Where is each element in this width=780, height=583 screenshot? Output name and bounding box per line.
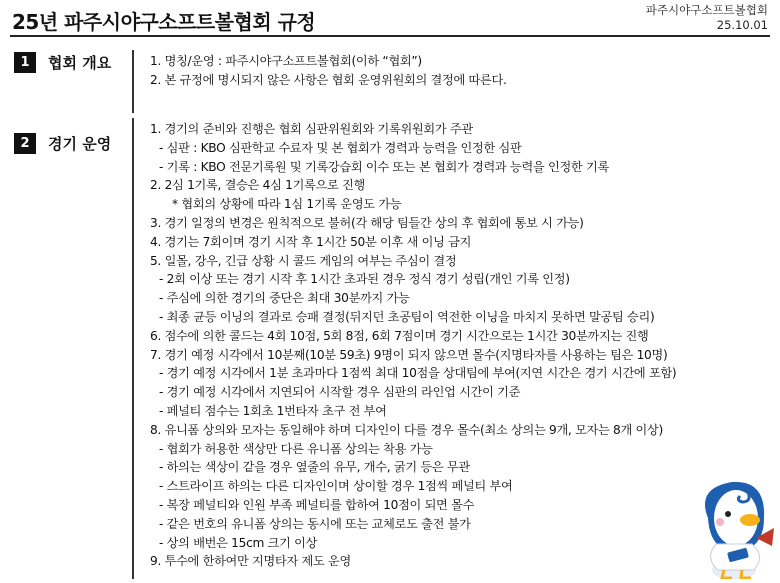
rule-subitem: - 복장 페널티와 인원 부족 페널티를 합하여 10점이 되면 몰수 bbox=[159, 497, 475, 512]
rule-item: 9. 투수에 한하여만 지명타자 제도 운영 bbox=[150, 554, 351, 569]
rule-item: 1. 명칭/운영 : 파주시야구소프트볼협회(이하 “협회”) bbox=[150, 54, 422, 68]
rule-item: 7. 경기 예정 시각에서 10분째(10분 59초) 9명이 되지 않으면 몰수(지명타자를 사용하는 팀은 10명) bbox=[150, 347, 668, 362]
rule-item: 6. 점수에 의한 콜드는 4회 10점, 5회 8점, 6회 7점이며 경기 시간으로는 1시간 30분까지는 진행 bbox=[150, 328, 649, 343]
rule-subitem: - 하의는 색상이 같을 경우 옆줄의 유무, 개수, 굵기 등은 무관 bbox=[159, 460, 470, 475]
section-title: 경기 운영 bbox=[48, 135, 112, 153]
rule-subitem: - 최종 균등 이닝의 결과로 승패 결정(뒤지던 초공팀이 역전한 이닝을 마치지 못하면 말공팀 승리) bbox=[159, 309, 655, 324]
seagull-mascot-icon bbox=[694, 478, 780, 583]
rule-item: 8. 유니폼 상의와 모자는 동일해야 하며 디자인이 다를 경우 몰수(최소 상의는 9개, 모자는 8개 이상) bbox=[150, 422, 663, 437]
title-divider bbox=[10, 35, 770, 37]
rule-subitem: - 스트라이프 하의는 다른 디자인이며 상이할 경우 1점씩 페널티 부여 bbox=[159, 479, 513, 494]
section-header-2 bbox=[14, 133, 111, 154]
rule-subitem: - 경기 예정 시각에서 지연되어 시작할 경우 심판의 라인업 시간이 기준 bbox=[159, 385, 521, 400]
section-divider-line bbox=[132, 50, 134, 113]
rule-subitem: - 협회가 허용한 색상만 다른 유니폼 상의는 착용 가능 bbox=[159, 441, 433, 456]
page-title: 25년 파주시야구소프트볼협회 규정 bbox=[12, 10, 316, 34]
rule-item: 4. 경기는 7회이며 경기 시작 후 1시간 50분 이후 새 이닝 금지 bbox=[150, 234, 472, 249]
header-org-info bbox=[646, 3, 768, 33]
section-number-badge: 1 bbox=[14, 52, 36, 73]
rule-item: 3. 경기 일정의 변경은 원칙적으로 불허(각 해당 팀들간 상의 후 협회에 통보 시 가능) bbox=[150, 215, 584, 230]
section-divider-line bbox=[132, 118, 134, 579]
org-name: 파주시야구소프트볼협회 bbox=[645, 3, 768, 17]
rule-item: 2. 2심 1기록, 결승은 4심 1기록으로 진행 bbox=[150, 178, 366, 193]
rule-subitem: - 같은 번호의 유니폼 상의는 동시에 또는 교체로도 출전 불가 bbox=[159, 516, 471, 531]
section-2-body bbox=[150, 120, 676, 571]
rule-item: 5. 일몰, 강우, 긴급 상황 시 콜드 게임의 여부는 주심이 결정 bbox=[150, 253, 457, 268]
section-header-1 bbox=[14, 52, 111, 73]
rule-subitem: - 상의 배번은 15cm 크기 이상 bbox=[159, 535, 318, 550]
section-title: 협회 개요 bbox=[48, 54, 112, 72]
section-1-body bbox=[150, 52, 507, 90]
rule-item: 2. 본 규정에 명시되지 않은 사항은 협회 운영위원회의 결정에 따른다. bbox=[150, 73, 507, 87]
rule-item: 1. 경기의 준비와 진행은 협회 심판위원회와 기록위원회가 주관 bbox=[150, 122, 473, 136]
rule-subitem: - 경기 예정 시각에서 1분 초과마다 1점씩 최대 10점을 상대팀에 부여(지연 시간은 경기 시간에 포함) bbox=[159, 366, 677, 381]
rule-subitem: - 주심에 의한 경기의 중단은 최대 30분까지 가능 bbox=[159, 291, 410, 306]
rule-note: * 협회의 상황에 따라 1심 1기록 운영도 가능 bbox=[172, 197, 402, 212]
rule-subitem: - 기록 : KBO 전문기록원 및 기록강습회 이수 또는 본 협회가 경력과 능력을 인정한 기록 bbox=[159, 159, 609, 174]
rule-subitem: - 2회 이상 또는 경기 시작 후 1시간 초과된 경우 정식 경기 성립(개인 기록 인정) bbox=[159, 272, 570, 287]
section-number-badge: 2 bbox=[14, 133, 36, 154]
revision-date: 25.10.01 bbox=[716, 18, 768, 32]
rule-subitem: - 페널티 점수는 1회초 1번타자 초구 전 부여 bbox=[159, 403, 387, 418]
rule-subitem: - 심판 : KBO 심판학교 수료자 및 본 협회가 경력과 능력을 인정한 심판 bbox=[159, 140, 522, 155]
